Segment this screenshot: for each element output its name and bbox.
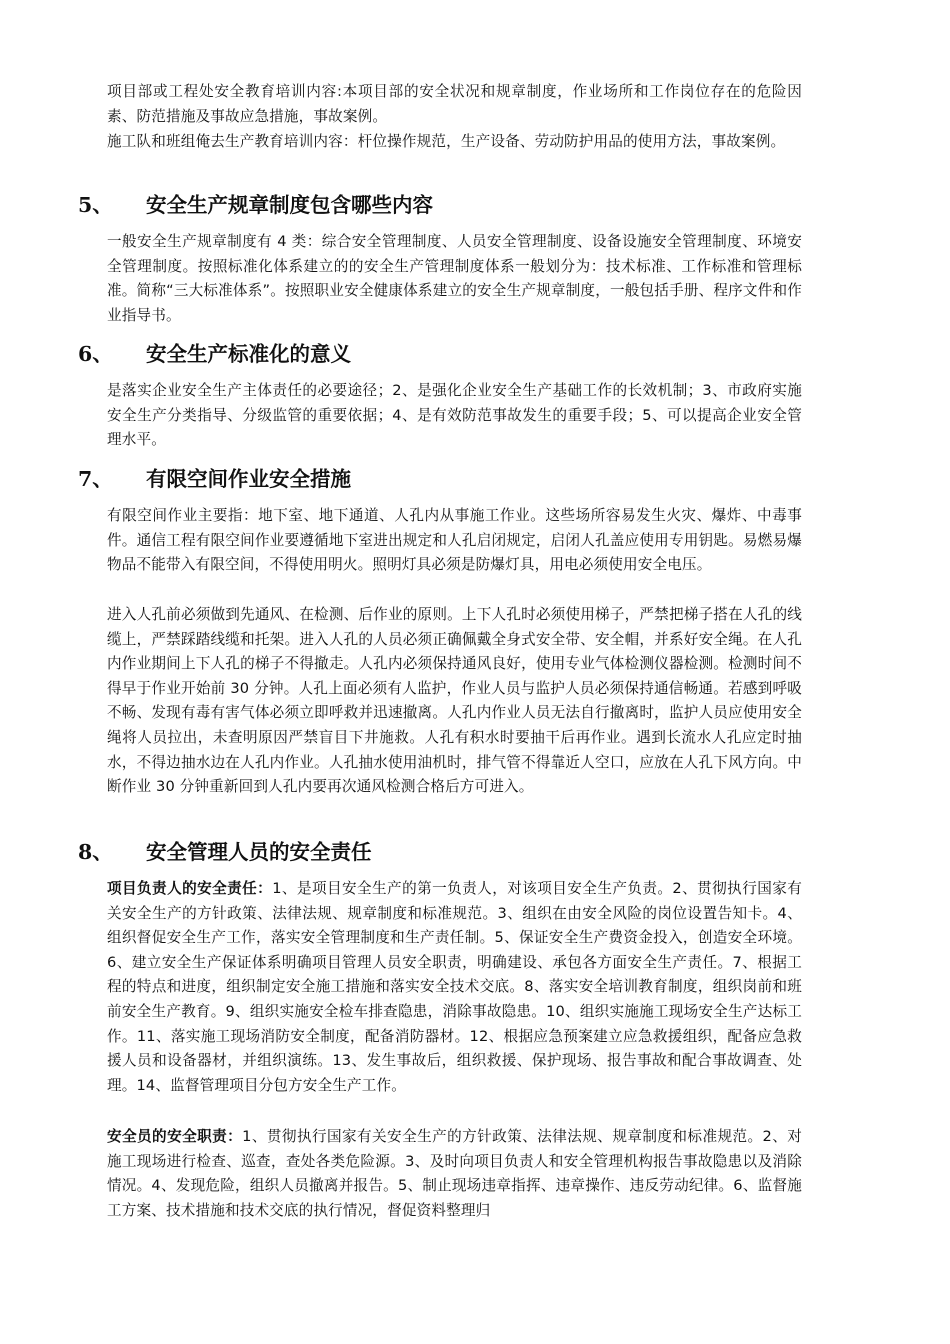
section-title: 安全生产规章制度包含哪些内容 — [146, 193, 433, 217]
paragraph-team-training: 施工队和班组俺去生产教育培训内容：杆位操作规范，生产设备、劳动防护用品的使用方法，事故案例。 — [107, 133, 786, 150]
section-number: 5、 — [78, 193, 113, 217]
section-8-safety-officer — [107, 1125, 802, 1223]
section-number: 7、 — [78, 467, 113, 491]
section-8-project-manager — [107, 877, 802, 1098]
paragraph-project-training: 项目部或工程处安全教育培训内容:本项目部的安全状况和规章制度，作业场所和工作岗位存在的危险因素、防范措施及事故应急措施，事故案例。 — [107, 83, 802, 125]
section-6-body: 是落实企业安全生产主体责任的必要途径；2、是强化企业安全生产基础工作的长效机制；3、市政府实施安全生产分类指导、分级监管的重要依据；4、是有效防范事故发生的重要手段；5、可以提高企业安全管理水平。 — [107, 382, 802, 449]
safety-officer-duties: 1、贯彻执行国家有关安全生产的方针政策、法律法规、规章制度和标准规范。2、对施工现场进行检查、巡查，查处各类危险源。3、及时向项目负责人和安全管理机构报告事故隐患以及消除情况。4、发现危险，组织人员撤离并报告。5、制止现场违章指挥、违章操作、违反劳动纪律。6、监督施工方案、技术措施和技术交底的执行情况，督促资料整理归 — [107, 1128, 802, 1219]
section-number: 6、 — [78, 342, 113, 366]
section-5-heading — [78, 191, 433, 219]
section-title: 有限空间作业安全措施 — [146, 467, 351, 491]
section-title: 安全生产标准化的意义 — [146, 342, 351, 366]
project-manager-lead: 项目负责人的安全责任： — [107, 880, 273, 897]
section-7-body: 有限空间作业主要指：地下室、地下通道、人孔内从事施工作业。这些场所容易发生火灾、爆炸、中毒事件。通信工程有限空间作业要遵循地下室进出规定和人孔启闭规定，启闭人孔盖应使用专用钥匙。易燃易爆物品不能带入有限空间，不得使用明火。照明灯具必须是防爆灯具，用电必须使用安全电压。 — [107, 507, 802, 574]
section-5-body: 一般安全生产规章制度有 4 类：综合安全管理制度、人员安全管理制度、设备设施安全管理制度、环境安全管理制度。按照标准化体系建立的的安全生产管理制度体系一般划分为：技术标准、工作标准和管理标准。简称“三大标准体系”。按照职业安全健康体系建立的安全生产规章制度，一般包括手册、程序文件和作业指导书。 — [107, 233, 802, 324]
section-7-heading — [78, 465, 351, 493]
section-7-body-2: 进入人孔前必须做到先通风、在检测、后作业的原则。上下人孔时必须使用梯子，严禁把梯子搭在人孔的线缆上，严禁踩踏线缆和托架。进入人孔的人员必须正确佩戴全身式安全带、安全帽，并系好安全绳。在人孔内作业期间上下人孔的梯子不得撤走。人孔内必须保持通风良好，使用专业气体检测仪器检测。检测时间不得早于作业开始前 30 分钟。人孔上面必须有人监护，作业人员与监护人员必须保持通信畅通。若感到呼吸不畅、发现有毒有害气体必须立即呼救并迅速撤离。人孔内作业人员无法自行撤离时，监护人员应使用安全绳将人员拉出，未查明原因严禁盲目下井施救。人孔有积水时要抽干后再作业。遇到长流水人孔应定时抽水，不得边抽水边在人孔内作业。人孔抽水使用油机时，排气管不得靠近人空口，应放在人孔下风方向。中断作业 30 分钟重新回到人孔内要再次通风检测合格后方可进入。 — [107, 606, 802, 796]
safety-officer-lead: 安全员的安全职责： — [107, 1128, 243, 1145]
section-number: 8、 — [78, 840, 113, 864]
section-title: 安全管理人员的安全责任 — [146, 840, 372, 864]
section-8-heading — [78, 838, 372, 866]
project-manager-duties: 1、是项目安全生产的第一负责人，对该项目安全生产负责。2、贯彻执行国家有关安全生产的方针政策、法律法规、规章制度和标准规范。3、组织在由安全风险的岗位设置告知卡。4、组织督促安全生产工作，落实安全管理制度和生产责任制。5、保证安全生产费资金投入，创造安全环境。6、建立安全生产保证体系明确项目管理人员安全职责，明确建设、承包各方面安全生产责任。7、根据工程的特点和进度，组织制定安全施工措施和落实安全技术交底。8、落实安全培训教育制度，组织岗前和班前安全生产教育。9、组织实施安全检车排查隐患，消除事故隐患。10、组织实施施工现场安全生产达标工作。11、落实施工现场消防安全制度，配备消防器材。12、根据应急预案建立应急救援组织，配备应急救援人员和设备器材，并组织演练。13、发生事故后，组织救援、保护现场、报告事故和配合事故调查、处理。14、监督管理项目分包方安全生产工作。 — [107, 880, 802, 1094]
section-6-heading — [78, 340, 351, 368]
